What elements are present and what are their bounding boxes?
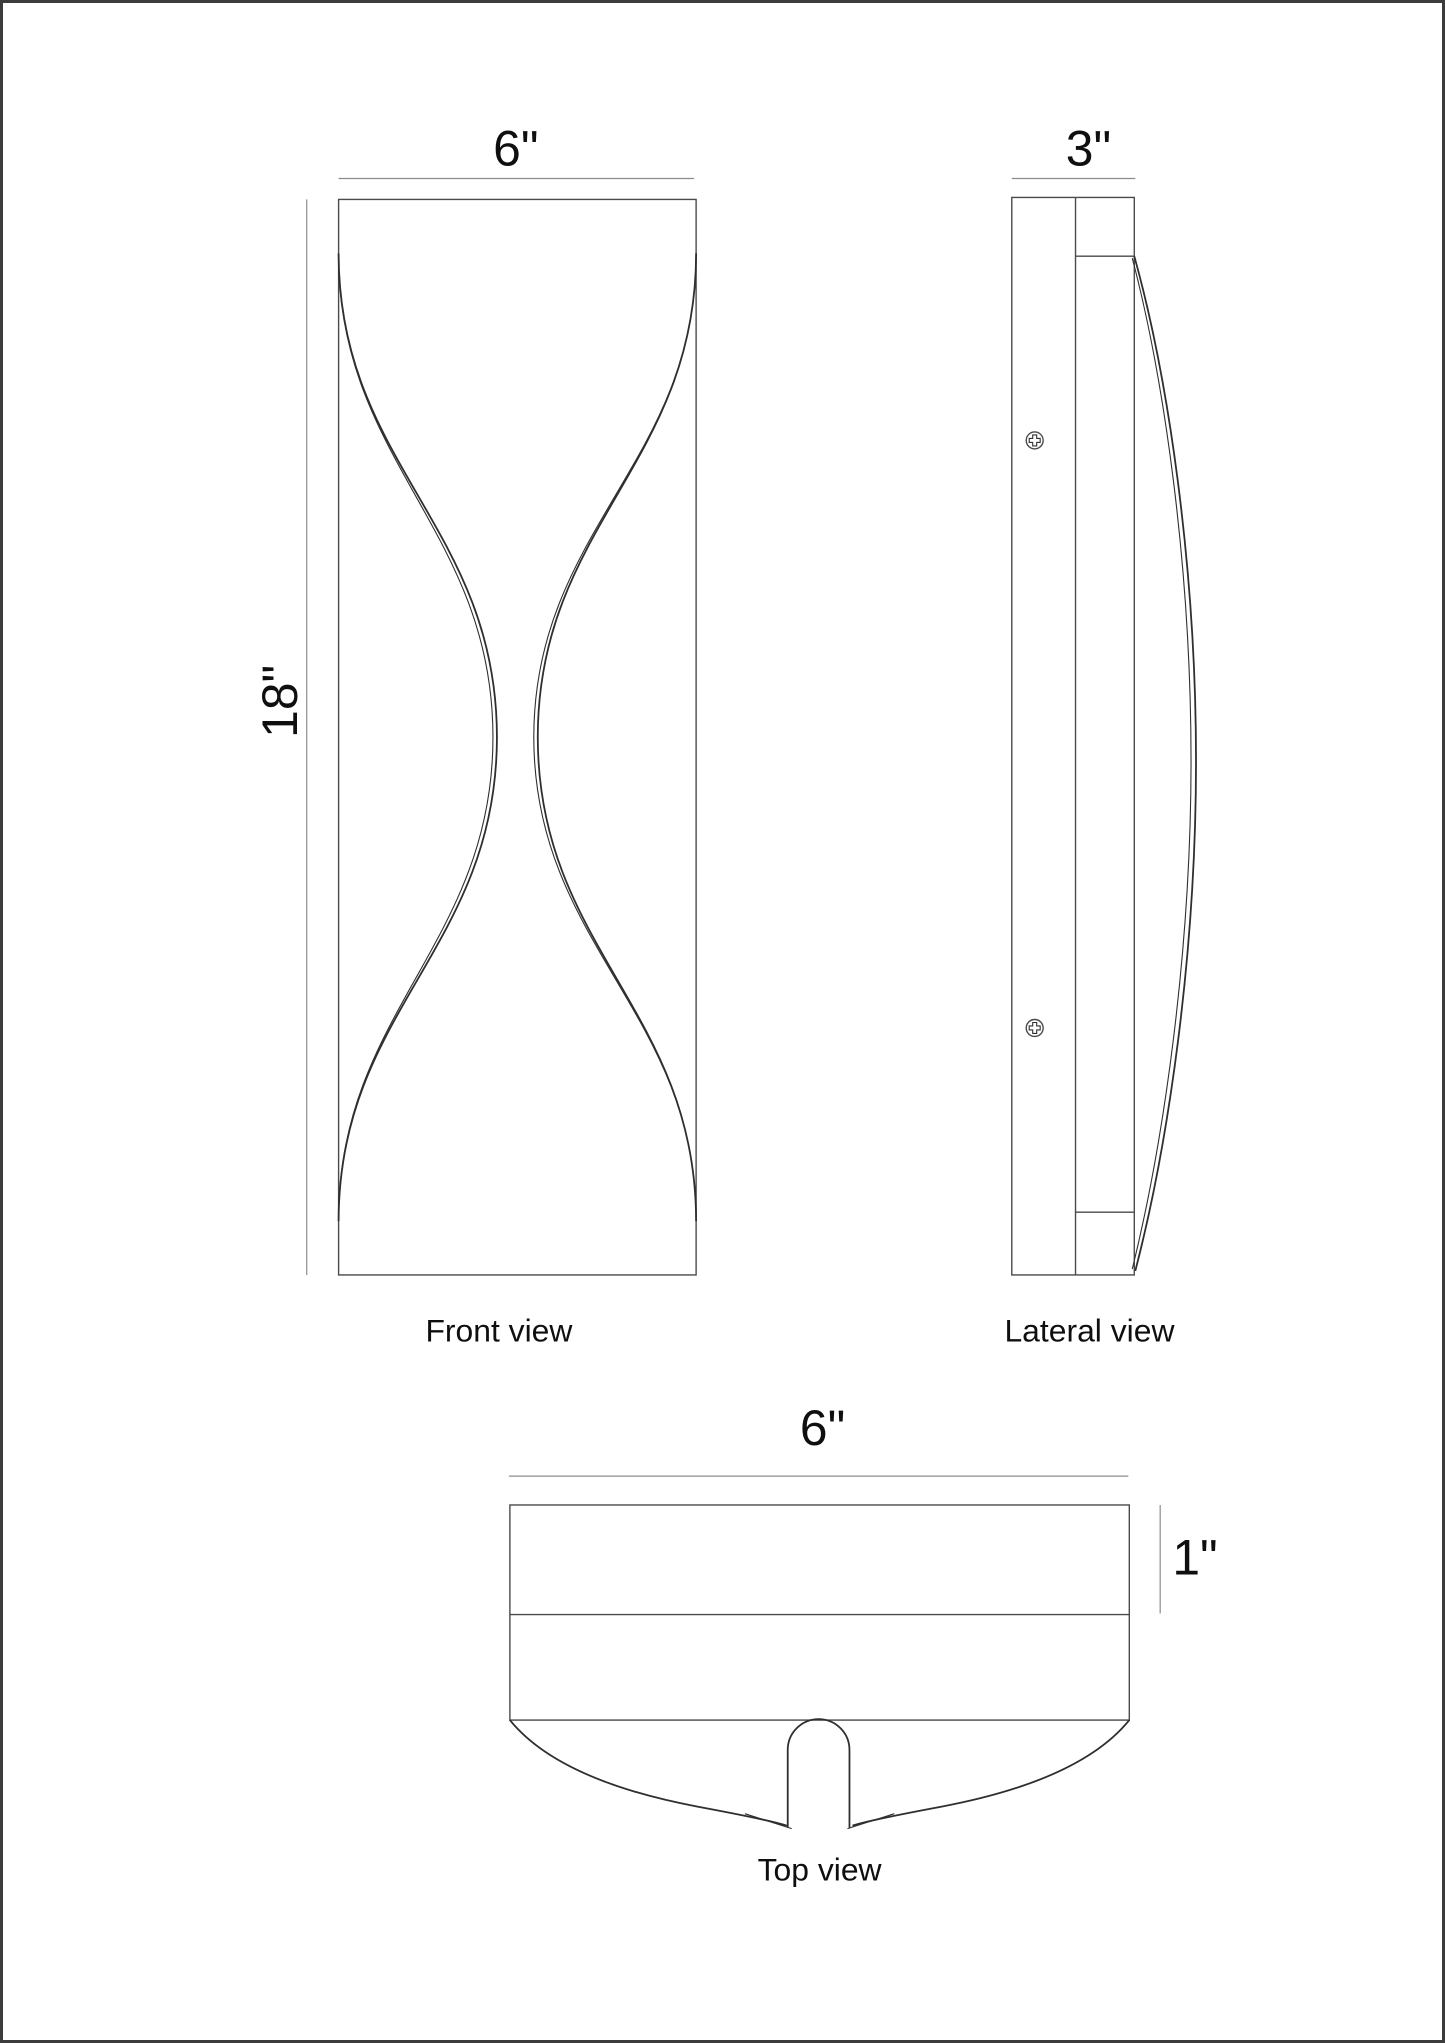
front-width-dim-label: 6" (493, 120, 539, 177)
lateral-width-dim-label: 3" (1065, 120, 1112, 177)
lateral-lens-curve-outer (1134, 256, 1196, 1271)
top-wing-left-foot (745, 1814, 792, 1829)
front-lens-curve-left-outer (339, 253, 497, 1221)
top-outline (510, 1505, 1129, 1720)
front-height-dim-label: 18" (251, 664, 308, 738)
lateral-outline (1012, 197, 1134, 1275)
front-lens-curve-left-inner (339, 255, 493, 1219)
top-wing-left (510, 1720, 787, 1826)
lateral-view-label: Lateral view (1004, 1312, 1175, 1349)
front-lens-curve-right-outer (538, 253, 696, 1221)
top-wing-right-foot (847, 1814, 894, 1829)
front-outline (339, 199, 697, 1275)
top-notch (788, 1719, 850, 1828)
front-lens-curve-right-inner (534, 255, 696, 1219)
top-wing-right (852, 1720, 1129, 1826)
top-view (509, 1400, 1218, 1887)
screw-bottom-icon (1026, 1020, 1043, 1037)
top-width-dim-label: 6" (799, 1400, 846, 1457)
top-view-label: Top view (757, 1851, 882, 1888)
screw-top-icon (1026, 432, 1043, 449)
front-view (252, 121, 696, 1349)
drawing-canvas (3, 3, 1442, 2040)
top-depth-dim-label: 1" (1172, 1529, 1218, 1586)
lateral-lens-curve-inner (1132, 258, 1191, 1269)
lateral-view (1004, 121, 1196, 1349)
front-view-label: Front view (425, 1312, 573, 1349)
